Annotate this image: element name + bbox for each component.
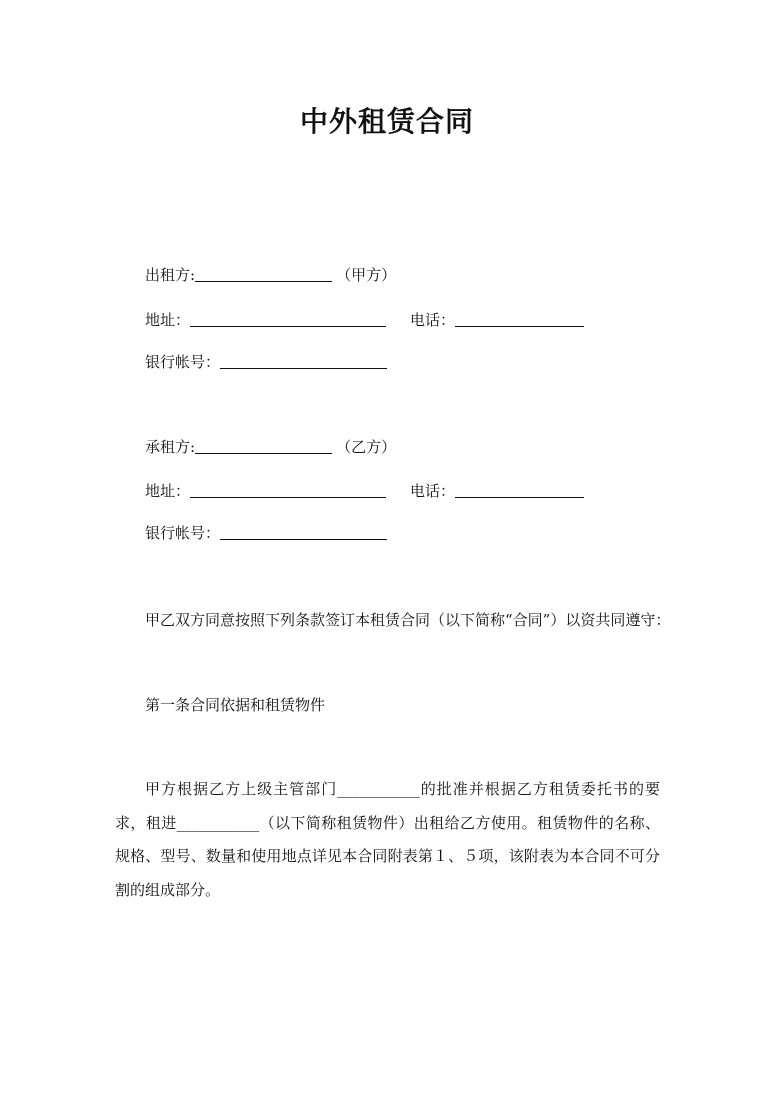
lessor-account-field[interactable]: [220, 351, 387, 369]
article-1-blank-1[interactable]: ___________: [337, 780, 420, 798]
lessee-account-row: [145, 522, 387, 544]
lessor-address-row: [145, 309, 386, 331]
lessee-role: （乙方）: [336, 438, 397, 456]
article-1-title: 第一条合同依据和租赁物件: [145, 696, 326, 714]
lessor-address-label: 地址：: [145, 311, 191, 329]
preamble-text: 甲乙双方同意按照下列条款签订本租赁合同（以下简称“合同”）以资共同遵守：: [145, 611, 671, 629]
lessor-role: （甲方）: [336, 266, 397, 284]
article-1-blank-2[interactable]: ___________: [176, 813, 260, 832]
lessor-label: 出租方:: [145, 266, 196, 284]
lessor-account-row: [145, 351, 387, 373]
lessee-address-field[interactable]: [190, 480, 386, 498]
lessee-row: [145, 436, 396, 458]
lessor-row: [145, 264, 396, 286]
lessee-address-row: [145, 480, 386, 502]
lessee-phone-row: [410, 480, 584, 502]
lessor-phone-row: [410, 309, 584, 331]
page-title: 中外租赁合同: [299, 105, 474, 138]
article-1-text-part3: （以下简称租赁物件）出租给乙方使用。租赁物件的名称、规格、型号、数量和使用地点详见本合同附表第１、５项，该附表为本合同不可分割的组成部分。: [115, 813, 660, 899]
lessor-account-label: 银行帐号：: [145, 353, 221, 371]
lessor-address-field[interactable]: [190, 309, 386, 327]
lessee-account-field[interactable]: [220, 522, 387, 540]
article-1-text-part1: 甲方根据乙方上级主管部门: [145, 780, 338, 798]
lessor-name-field[interactable]: [195, 264, 332, 282]
lessor-phone-label: 电话：: [410, 311, 456, 329]
lessee-account-label: 银行帐号：: [145, 524, 221, 542]
article-1-text-part2: 的批准并根据乙方租赁委托书的要求，租进: [115, 780, 660, 832]
lessee-name-field[interactable]: [195, 436, 332, 454]
lessee-address-label: 地址：: [145, 482, 191, 500]
lessee-phone-label: 电话：: [410, 482, 456, 500]
lessor-phone-field[interactable]: [455, 309, 584, 327]
article-1-body: [115, 773, 660, 907]
lessee-label: 承租方:: [145, 438, 196, 456]
lessee-phone-field[interactable]: [455, 480, 584, 498]
